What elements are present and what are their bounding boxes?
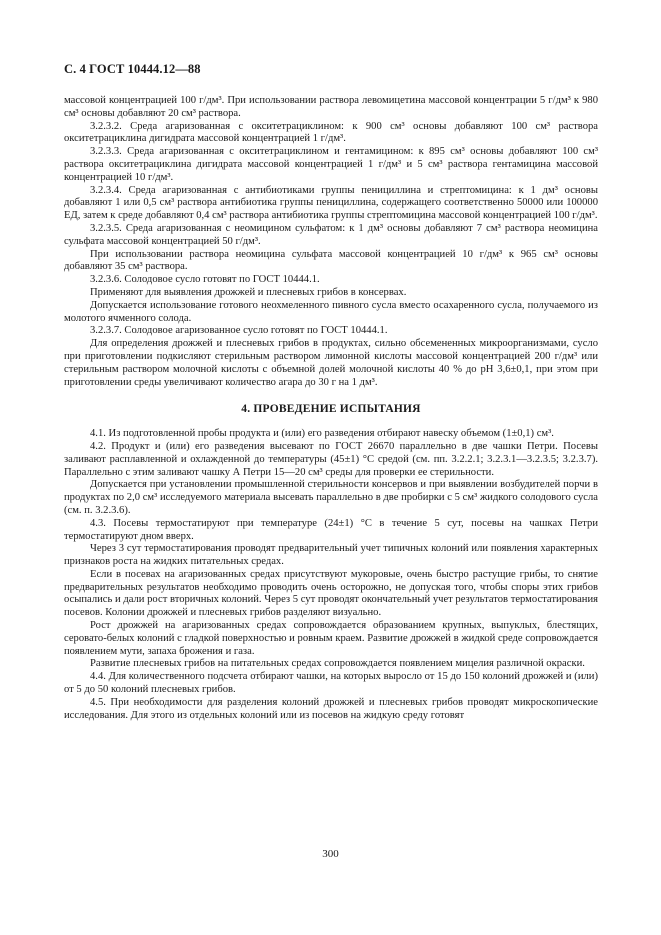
paragraph: 4.4. Для количественного подсчета отбирают чашки, на которых выросло от 15 до 150 колоний дрожжей и (или) от 5 до 50 колоний плесневых грибов. bbox=[64, 671, 598, 696]
paragraph: 3.2.3.5. Среда агаризованная с неомицином сульфатом: к 1 дм³ основы добавляют 7 см³ раствора неомицина сульфата массовой концентрацией 50 г/дм³. bbox=[64, 222, 598, 247]
section-heading: 4. ПРОВЕДЕНИЕ ИСПЫТАНИЯ bbox=[241, 403, 421, 416]
paragraph: Рост дрожжей на агаризованных средах сопровождается образованием крупных, выпуклых, блестящих, серовато-белых колоний с гладкой поверхностью и ровным краем. Развитие дрожжей в жидкой среде сопровождается появлением мути, запаха брожения и газа. bbox=[64, 620, 598, 657]
paragraph: 4.3. Посевы термостатируют при температуре (24±1) °С в течение 5 сут, посевы на чашках Петри термостатируют дном вверх. bbox=[64, 517, 598, 542]
page-header: С. 4 ГОСТ 10444.12—88 bbox=[64, 62, 201, 76]
paragraph: 3.2.3.6. Солодовое сусло готовят по ГОСТ 10444.1. bbox=[90, 274, 320, 286]
paragraph: Развитие плесневых грибов на питательных средах сопровождается появлением мицелия различной окраски. bbox=[90, 658, 585, 670]
page-number: 300 bbox=[322, 848, 339, 860]
page-content bbox=[64, 95, 598, 722]
paragraph: 4.5. При необходимости для разделения колоний дрожжей и плесневых грибов проводят микроскопические исследования. Для этого из отдельных колоний или из посевов на жидкую среду готовят bbox=[64, 696, 598, 721]
paragraph: 3.2.3.2. Среда агаризованная с окситетрациклином: к 900 см³ основы добавляют 100 см³ раствора окситетрациклина дигидрата массовой концентрацией 1 г/дм³. bbox=[64, 120, 598, 145]
paragraph: Для определения дрожжей и плесневых грибов в продуктах, сильно обсемененных микроорганизмами, сусло при приготовлении подкисляют стерильным раствором лимонной кислоты массовой концентрацией 200 г/дм³ или стерильным раствором молочной кислоты с объемной долей молочной кислоты 40 % до pH 3,6±0,1, при этом при приготовлении среды увеличивают количество агара до 30 г на 1 дм³. bbox=[64, 338, 598, 388]
paragraph: Допускается использование готового неохмеленного пивного сусла вместо осахаренного сусла, получаемого из молотого ячменного солода. bbox=[64, 299, 598, 324]
paragraph: 4.2. Продукт и (или) его разведения высевают по ГОСТ 26670 параллельно в две чашки Петри. Посевы заливают расплавленной и охлажденной до температуры (45±1) °С средой (см. пп. 3.2.2.1; 3.2.3.1—3.2.3.5; 3.2.3.7). Параллельно с этим заливают чашку А Петри 15—20 см³ среды для проверки ее стерильности. bbox=[64, 440, 598, 478]
paragraph: 3.2.3.3. Среда агаризованная с окситетрациклином и гентамицином: к 895 см³ основы добавляют 100 см³ раствора окситетрациклина дигидрата массовой концентрацией 1 г/дм³ и 5 см³ раствора гентамицина массовой концентрацией 10 г/дм³. bbox=[64, 146, 598, 183]
paragraph: 3.2.3.7. Солодовое агаризованное сусло готовят по ГОСТ 10444.1. bbox=[90, 325, 388, 337]
paragraph: Применяют для выявления дрожжей и плесневых грибов в консервах. bbox=[90, 286, 407, 298]
paragraph: 3.2.3.4. Среда агаризованная с антибиотиками группы пенициллина и стрептомицина: к 1 дм³ основы добавляют 1 или 0,5 см³ раствора антибиотика группы пенициллина, содержащего соответственно 50000 или 100000 ЕД, затем к среде добавляют 0,4 см³ раствора антибиотика группы стрептомицина массовой концентрацией 100 г/дм³. bbox=[64, 184, 598, 222]
paragraph: Допускается при установлении промышленной стерильности консервов и при выявлении возбудителей порчи в продуктах по 2,0 см³ исследуемого материала высевать параллельно в две пробирки с 5 см³ жидкого солодового сусла (см. п. 3.2.3.6). bbox=[64, 479, 598, 516]
paragraph: При использовании раствора неомицина сульфата массовой концентрацией 10 г/дм³ к 965 см³ основы добавляют 35 см³ раствора. bbox=[64, 248, 598, 273]
paragraph: Через 3 сут термостатирования проводят предварительный учет типичных колоний или появления характерных признаков роста на жидких питательных средах. bbox=[64, 543, 598, 568]
paragraph: 4.1. Из подготовленной пробы продукта и (или) его разведения отбирают навеску объемом (1±0,1) см³. bbox=[90, 428, 554, 440]
paragraph: Если в посевах на агаризованных средах присутствуют мукоровые, очень быстро растущие грибы, то снятие предварительных результатов необходимо проводить очень осторожно, не допуская того, чтобы споры этих грибов осыпались и дали рост вторичных колоний. Через 5 сут проводят окончательный учет результатов термостатирования посевов. Колонии дрожжей и плесневых грибов разделяют визуально. bbox=[64, 568, 598, 619]
paragraph: массовой концентрацией 100 г/дм³. При использовании раствора левомицетина массовой концентрации 5 г/дм³ к 980 см³ основы добавляют 20 см³ раствора. bbox=[64, 95, 598, 119]
